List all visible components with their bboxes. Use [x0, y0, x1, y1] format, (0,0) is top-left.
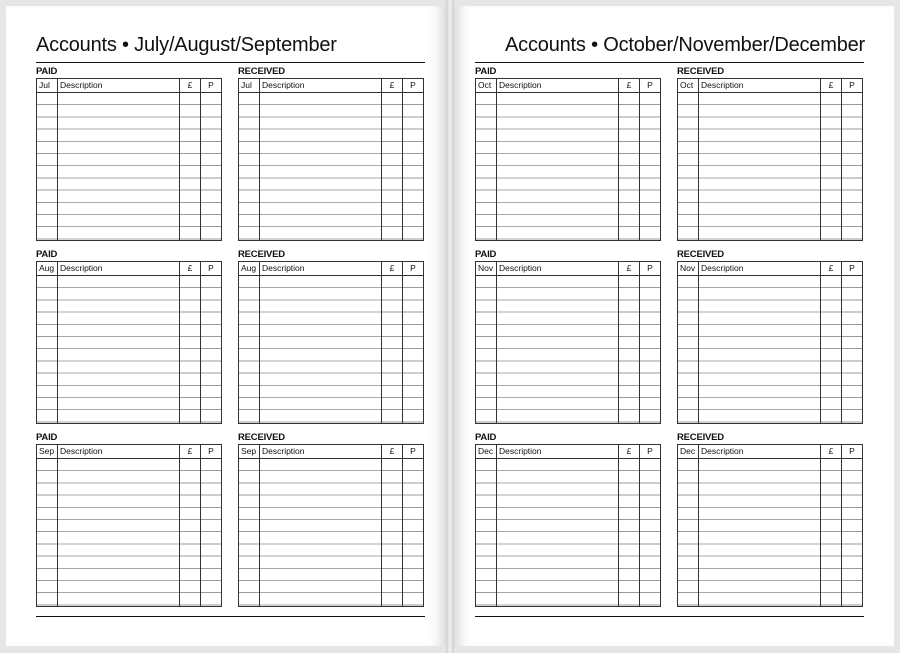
- ledger-label: PAID: [36, 66, 58, 77]
- description-column-header: Description: [497, 262, 619, 275]
- description-column-header: Description: [699, 79, 821, 92]
- ledger-block-paid-jul: [36, 65, 222, 241]
- pounds-column-header: £: [382, 445, 403, 458]
- ledger-block-paid-dec: [475, 431, 661, 607]
- pounds-column-header: £: [382, 262, 403, 275]
- pence-column[interactable]: [403, 276, 423, 423]
- description-column[interactable]: [58, 276, 180, 423]
- description-column[interactable]: [58, 459, 180, 606]
- ledger-header-row: [476, 445, 660, 459]
- pence-column-header: P: [849, 446, 855, 456]
- ledger-header-row: [37, 262, 221, 276]
- ledger-header-row: [37, 445, 221, 459]
- month-column-header: Dec: [476, 445, 497, 458]
- pounds-column[interactable]: [619, 459, 640, 606]
- ledger-label: PAID: [475, 432, 497, 443]
- month-column[interactable]: [37, 93, 58, 240]
- description-column-header: Description: [260, 262, 382, 275]
- month-column[interactable]: [678, 459, 699, 606]
- pounds-column-header: £: [382, 79, 403, 92]
- month-column-header: Nov: [476, 262, 497, 275]
- pence-column-header: P: [647, 446, 653, 456]
- ledger-header-row: [37, 79, 221, 93]
- pounds-column-header: £: [821, 262, 842, 275]
- ledger-block-received-jul: [238, 65, 424, 241]
- pounds-column-header: £: [619, 445, 640, 458]
- month-column-header: Sep: [239, 445, 260, 458]
- ledger-label: PAID: [36, 432, 58, 443]
- month-column[interactable]: [476, 459, 497, 606]
- pounds-column[interactable]: [821, 459, 842, 606]
- title-rule: [475, 62, 864, 63]
- ledger-block-paid-oct: [475, 65, 661, 241]
- month-column[interactable]: [37, 459, 58, 606]
- description-column-header: Description: [58, 262, 180, 275]
- ledger-entry-area[interactable]: [37, 93, 221, 240]
- description-column-header: Description: [58, 445, 180, 458]
- description-column[interactable]: [260, 93, 382, 240]
- ledger-entry-area[interactable]: [678, 276, 862, 423]
- pence-column-header: P: [208, 446, 214, 456]
- pence-column-header: P: [647, 80, 653, 90]
- pounds-column-header: £: [180, 445, 201, 458]
- pounds-column[interactable]: [382, 276, 403, 423]
- month-column-header: Aug: [239, 262, 260, 275]
- ledger-table: [475, 261, 661, 424]
- ledger-table: [36, 261, 222, 424]
- pence-column[interactable]: [640, 276, 660, 423]
- ledger-table: [677, 261, 863, 424]
- ledger-table: [677, 444, 863, 607]
- pence-column[interactable]: [201, 93, 221, 240]
- pence-column[interactable]: [403, 93, 423, 240]
- description-column[interactable]: [699, 459, 821, 606]
- pence-column-header: P: [647, 263, 653, 273]
- ledger-table: [677, 78, 863, 241]
- ledger-table: [475, 78, 661, 241]
- ledger-block-received-aug: [238, 248, 424, 424]
- ledger-table: [475, 444, 661, 607]
- pounds-column-header: £: [180, 79, 201, 92]
- ledger-block-received-sep: [238, 431, 424, 607]
- pence-column[interactable]: [842, 93, 862, 240]
- ledger-header-row: [678, 79, 862, 93]
- pence-column-header: P: [208, 263, 214, 273]
- ledger-block-received-nov: [677, 248, 863, 424]
- ledger-block-received-oct: [677, 65, 863, 241]
- description-column-header: Description: [260, 79, 382, 92]
- month-column-header: Aug: [37, 262, 58, 275]
- pounds-column-header: £: [619, 262, 640, 275]
- pounds-column[interactable]: [382, 459, 403, 606]
- ledger-header-row: [239, 445, 423, 459]
- ledger-table: [36, 78, 222, 241]
- ledger-header-row: [239, 79, 423, 93]
- pounds-column-header: £: [821, 79, 842, 92]
- ledger-label: RECEIVED: [238, 249, 285, 260]
- pence-column[interactable]: [201, 459, 221, 606]
- month-column-header: Dec: [678, 445, 699, 458]
- ledger-label: RECEIVED: [677, 432, 724, 443]
- ledger-table: [36, 444, 222, 607]
- ledger-entry-area[interactable]: [476, 93, 660, 240]
- month-column[interactable]: [678, 276, 699, 423]
- pounds-column-header: £: [821, 445, 842, 458]
- ledger-header-row: [476, 79, 660, 93]
- ledger-table: [238, 444, 424, 607]
- ledger-table: [238, 78, 424, 241]
- month-column[interactable]: [37, 276, 58, 423]
- ledger-entry-area[interactable]: [37, 276, 221, 423]
- pence-column-header: P: [208, 80, 214, 90]
- month-column-header: Jul: [37, 79, 58, 92]
- ledger-header-row: [678, 445, 862, 459]
- pounds-column[interactable]: [382, 93, 403, 240]
- pence-column-header: P: [410, 446, 416, 456]
- pence-column[interactable]: [842, 459, 862, 606]
- footer-rule: [36, 616, 425, 617]
- pounds-column[interactable]: [180, 459, 201, 606]
- pence-column-header: P: [849, 80, 855, 90]
- ledger-table: [238, 261, 424, 424]
- pounds-column[interactable]: [619, 276, 640, 423]
- footer-rule: [475, 616, 864, 617]
- month-column[interactable]: [239, 93, 260, 240]
- ledger-label: PAID: [36, 249, 58, 260]
- month-column[interactable]: [239, 459, 260, 606]
- pence-column[interactable]: [842, 276, 862, 423]
- description-column[interactable]: [699, 93, 821, 240]
- ledger-entry-area[interactable]: [239, 93, 423, 240]
- description-column[interactable]: [497, 459, 619, 606]
- month-column-header: Oct: [678, 79, 699, 92]
- month-column[interactable]: [678, 93, 699, 240]
- description-column[interactable]: [260, 276, 382, 423]
- pounds-column[interactable]: [821, 93, 842, 240]
- ledger-entry-area[interactable]: [678, 459, 862, 606]
- month-column-header: Oct: [476, 79, 497, 92]
- ledger-entry-area[interactable]: [37, 459, 221, 606]
- pence-column[interactable]: [403, 459, 423, 606]
- month-column-header: Jul: [239, 79, 260, 92]
- ledger-entry-area[interactable]: [239, 276, 423, 423]
- ledger-block-paid-nov: [475, 248, 661, 424]
- description-column[interactable]: [260, 459, 382, 606]
- pence-column-header: P: [410, 80, 416, 90]
- month-column[interactable]: [476, 276, 497, 423]
- ledger-label: RECEIVED: [677, 249, 724, 260]
- ledger-entry-area[interactable]: [678, 93, 862, 240]
- pounds-column-header: £: [180, 262, 201, 275]
- month-column[interactable]: [476, 93, 497, 240]
- ledger-label: PAID: [475, 66, 497, 77]
- ledger-block-paid-aug: [36, 248, 222, 424]
- ledger-header-row: [678, 262, 862, 276]
- ledger-entry-area[interactable]: [476, 459, 660, 606]
- right-page: [454, 6, 894, 646]
- ledger-block-received-dec: [677, 431, 863, 607]
- left-page: [6, 6, 446, 646]
- ledger-header-row: [239, 262, 423, 276]
- description-column-header: Description: [497, 445, 619, 458]
- pounds-column[interactable]: [180, 93, 201, 240]
- ledger-label: RECEIVED: [238, 432, 285, 443]
- ledger-entry-area[interactable]: [476, 276, 660, 423]
- left-page-title: Accounts • July/August/September: [36, 34, 337, 56]
- description-column[interactable]: [497, 276, 619, 423]
- pence-column[interactable]: [201, 276, 221, 423]
- description-column[interactable]: [58, 93, 180, 240]
- description-column[interactable]: [497, 93, 619, 240]
- description-column-header: Description: [497, 79, 619, 92]
- pence-column-header: P: [849, 263, 855, 273]
- ledger-header-row: [476, 262, 660, 276]
- ledger-label: RECEIVED: [677, 66, 724, 77]
- pence-column-header: P: [410, 263, 416, 273]
- description-column-header: Description: [699, 445, 821, 458]
- book-spine: [446, 0, 454, 653]
- pounds-column[interactable]: [619, 93, 640, 240]
- right-page-title: Accounts • October/November/December: [505, 34, 865, 56]
- title-rule: [36, 62, 425, 63]
- description-column[interactable]: [699, 276, 821, 423]
- ledger-entry-area[interactable]: [239, 459, 423, 606]
- description-column-header: Description: [260, 445, 382, 458]
- month-column-header: Nov: [678, 262, 699, 275]
- pence-column[interactable]: [640, 459, 660, 606]
- ledger-label: RECEIVED: [238, 66, 285, 77]
- month-column[interactable]: [239, 276, 260, 423]
- pounds-column[interactable]: [180, 276, 201, 423]
- pounds-column[interactable]: [821, 276, 842, 423]
- description-column-header: Description: [58, 79, 180, 92]
- month-column-header: Sep: [37, 445, 58, 458]
- ledger-block-paid-sep: [36, 431, 222, 607]
- description-column-header: Description: [699, 262, 821, 275]
- ledger-label: PAID: [475, 249, 497, 260]
- pence-column[interactable]: [640, 93, 660, 240]
- pounds-column-header: £: [619, 79, 640, 92]
